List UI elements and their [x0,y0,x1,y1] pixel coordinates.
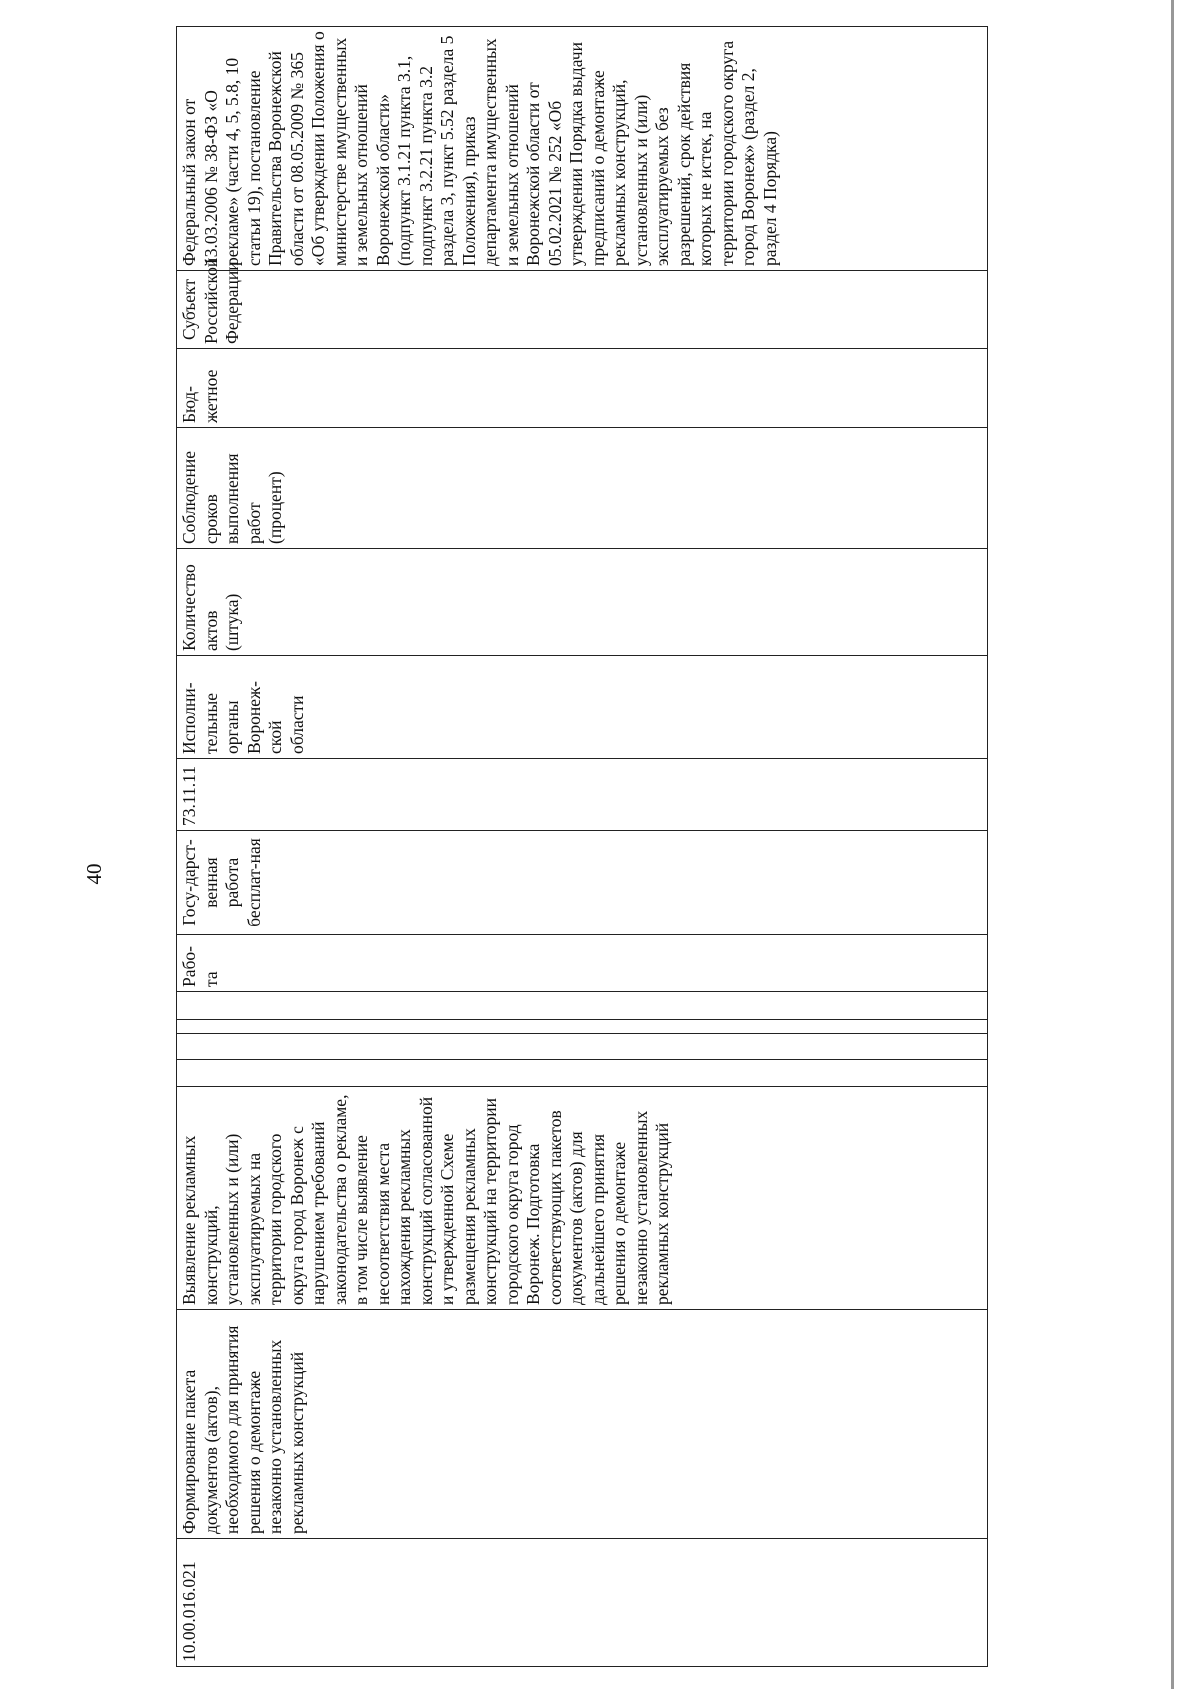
cell-content: Выявление рекламных конструкций, установленных и (или) эксплуатируемых на территории городского округа город Воронеж с нарушением требований законодательства о рекламе, в том числе выявление несоответствия места нахождения рекламных конструкций согласованной и утвержденной Схеме размещения рекламных конструкций на территории городского округа город Воронеж. Подготовка соответствующих пакетов документов (актов) для дальнейшего принятия решения о демонтаже незаконно установленных рекламных конструкций [177,1087,988,1310]
cell-institution-type: Бюд-жетное [177,349,988,428]
column-divider [177,1059,987,1060]
cell-name: Формирование пакета документов (актов), необходимого для принятия решения о демонтаже незаконно установленных рекламных конструкций [177,1310,988,1539]
cell-type: Рабо-та [177,935,988,992]
cell-quality-indicator: Соблюдение сроков выполнения работ (процент) [177,428,988,549]
registry-table [176,26,988,1667]
column-divider [177,1033,987,1034]
page-number: 40 [82,863,106,885]
cell-payment: Госу-дарст-венная работа бесплат-ная [177,831,988,935]
table-row [177,27,988,1667]
cell-empty-columns [177,992,988,1087]
cell-legal-basis: Федеральный закон от 13.03.2006 № 38-ФЗ «О рекламе» (части 4, 5, 5.8, 10 статьи 19), постановление Правительства Воронежской области от 08.05.2009 № 365 «Об утверждении Положения о министерстве имущественных и земельных отношений Воронежской области» (подпункт 3.1.21 пункта 3.1, подпункт 3.2.21 пункта 3.2 раздела 3, пункт 5.52 раздела 5 Положения), приказ департамента имущественных и земельных отношений Воронежской области от 05.02.2021 № 252 «Об утверждении Порядка выдачи предписаний о демонтаже рекламных конструкций, установленных и (или) эксплуатируемых без разрешений, срок действия которых не истек, на территории городского округа город Воронеж» (раздел 2, раздел 4 Порядка) [177,27,988,271]
cell-executor: Исполни-тельные органы Воронеж-ской области [177,656,988,759]
cell-code: 10.00.016.021 [177,1539,988,1667]
cell-okved: 73.11.11 [177,759,988,831]
scan-artifact-line [1171,0,1174,1689]
cell-volume-indicator: Количество актов (штука) [177,549,988,656]
column-divider [177,1019,987,1020]
cell-authority-level: Субъект Российской Федерации [177,271,988,349]
